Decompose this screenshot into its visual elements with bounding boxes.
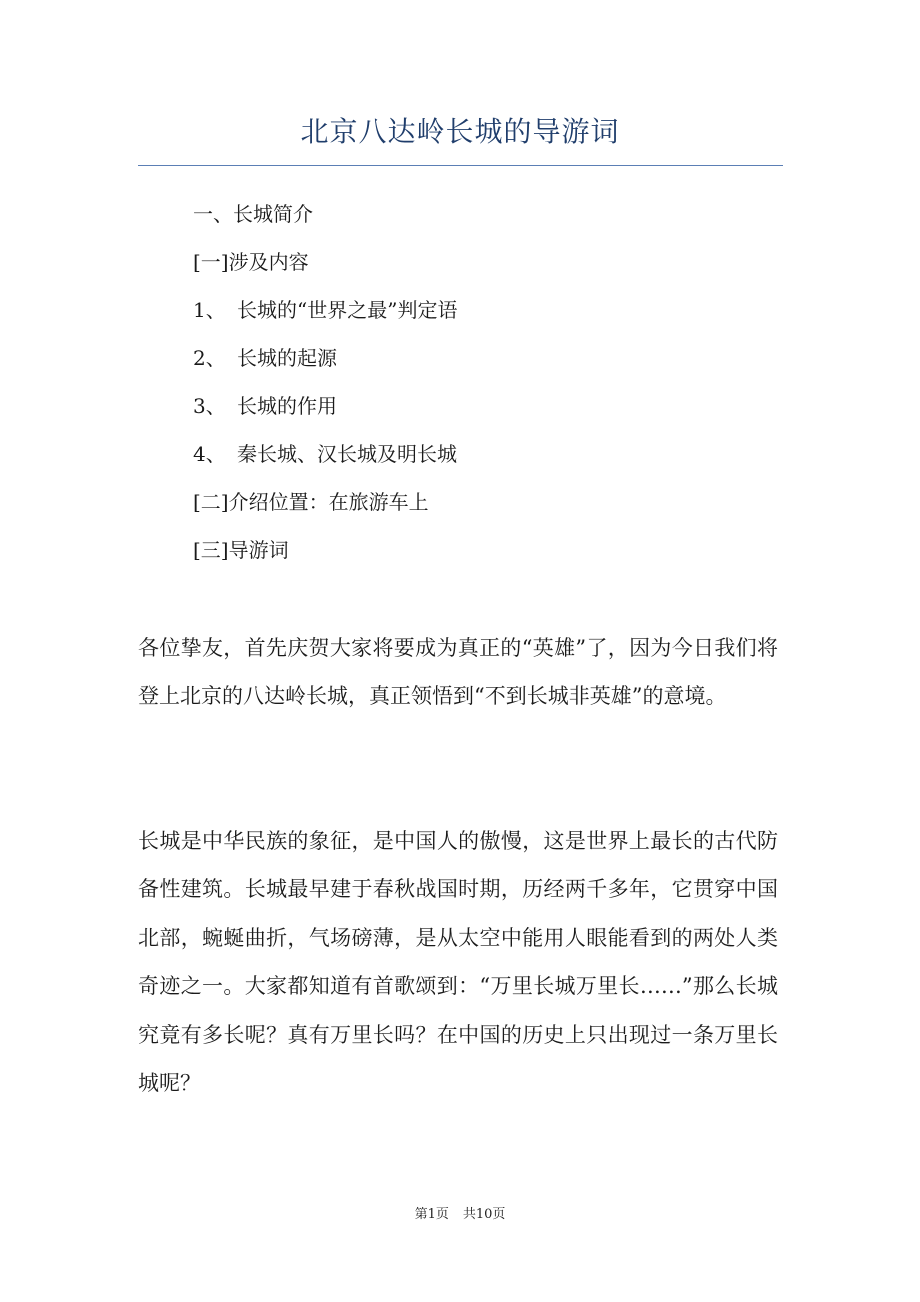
outline-item-text: 秦长城、汉长城及明长城 xyxy=(237,442,457,466)
body-paragraph-2: 长城是中华民族的象征，是中国人的傲慢，这是世界上最长的古代防备性建筑。长城最早建于春秋战国时期，历经两千多年，它贯穿中国北部，蜿蜒曲折，气场磅薄，是从太空中能用人眼能看到的两处人类奇迹之一。大家都知道有首歌颂到：“万里长城万里长……”那么长城究竟有多长呢？真有万里长吗？在中国的历史上只出现过一条万里长城呢？ xyxy=(138,829,778,1096)
outline-item-number: 3、 xyxy=(193,394,226,418)
outline-list-item xyxy=(193,340,793,388)
outline-item-text: 长城的作用 xyxy=(237,394,337,418)
page-total: 共10页 xyxy=(462,1207,506,1222)
document-title: 北京八达岭长城的导游词 xyxy=(300,115,620,148)
outline-item-number: 2、 xyxy=(193,346,226,370)
outline-list-item xyxy=(193,388,793,436)
page-footer xyxy=(0,1205,920,1225)
page-number: 第1页 xyxy=(414,1207,449,1222)
outline-list-item xyxy=(193,436,793,484)
outline-heading: 一、长城简介 xyxy=(193,202,313,226)
body-paragraph-1: 各位挚友，首先庆贺大家将要成为真正的“英雄”了，因为今日我们将登上北京的八达岭长城，真正领悟到“不到长城非英雄”的意境。 xyxy=(138,636,778,709)
outline-item-text: 长城的起源 xyxy=(237,346,337,370)
outline-item-number: 4、 xyxy=(193,442,226,466)
outline xyxy=(193,196,793,580)
outline-section-2: [二]介绍位置：在旅游车上 xyxy=(193,490,429,514)
outline-item-number: 1、 xyxy=(193,298,226,322)
title-divider xyxy=(138,165,783,166)
outline-item-text: 长城的“世界之最”判定语 xyxy=(237,298,458,322)
outline-section-1: [一]涉及内容 xyxy=(193,250,309,274)
outline-section-3: [三]导游词 xyxy=(193,538,289,562)
outline-list-item xyxy=(193,292,793,340)
